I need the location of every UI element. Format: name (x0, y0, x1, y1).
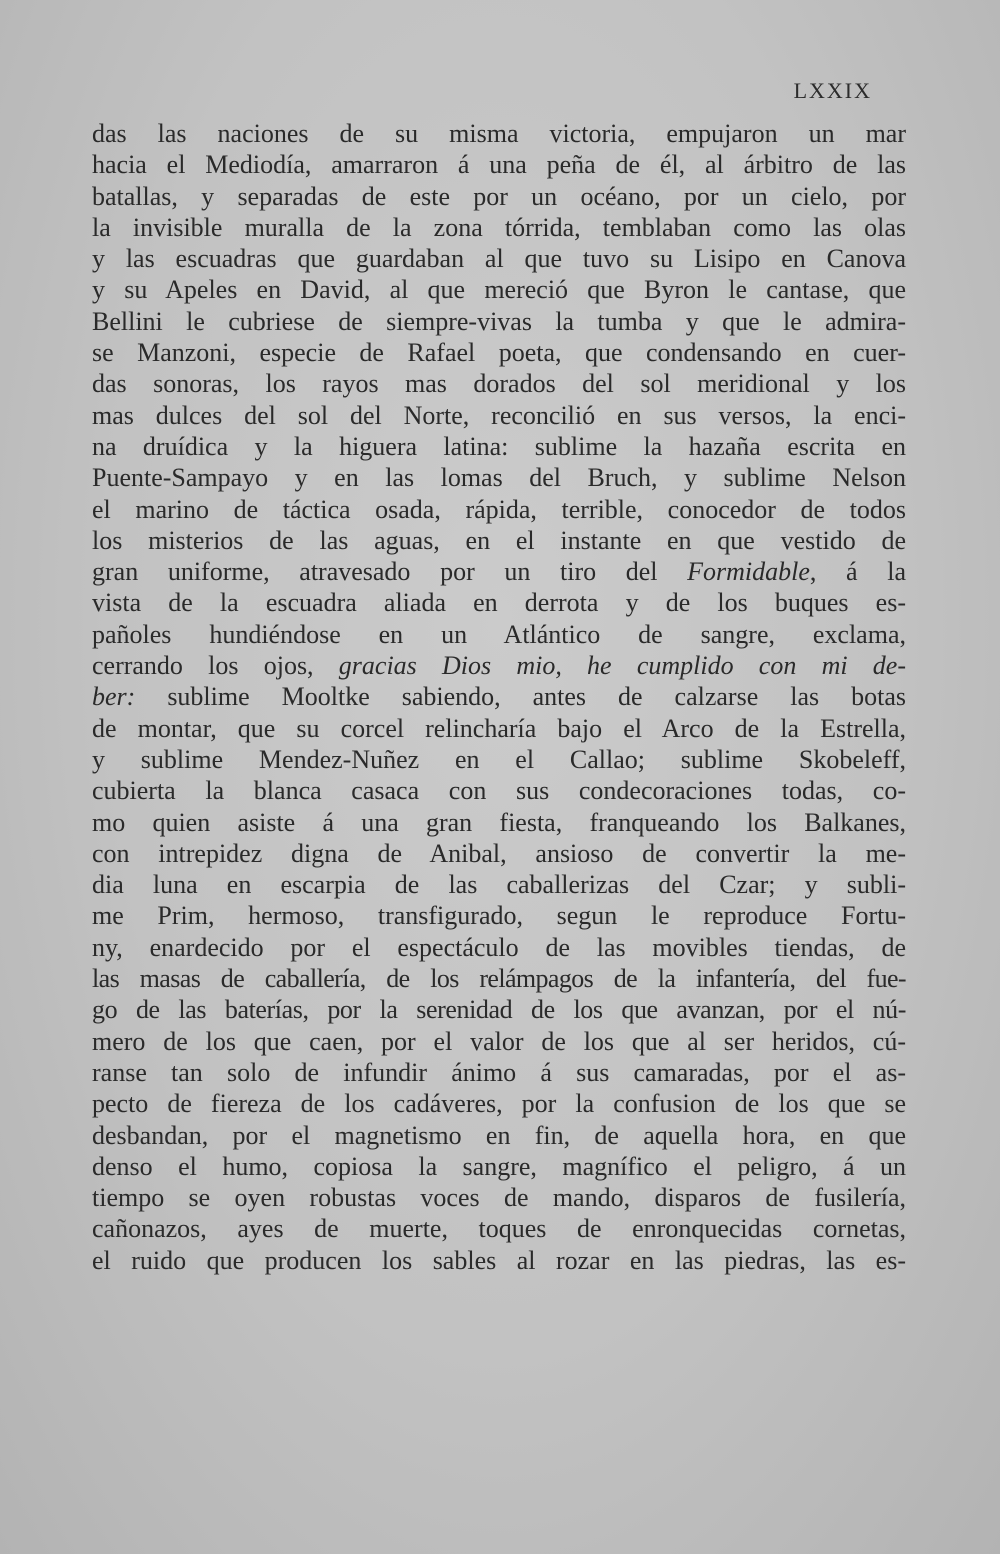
text-line-20: de montar, que su corcel relincharía bajo el Arco de la Estrella, (92, 713, 906, 743)
text-line-16: vista de la escuadra aliada en derrota y de los buques es- (92, 588, 906, 618)
text-line-14: los misterios de las aguas, en el instante en que vestido de (92, 525, 906, 555)
text-run: cerrando los ojos, (92, 651, 339, 681)
text-line-19 (92, 681, 906, 712)
text-line-10: mas dulces del sol del Norte, reconcilió en sus versos, la enci- (92, 400, 906, 430)
text-line-17: pañoles hundiéndose en un Atlántico de sangre, exclama, (92, 619, 906, 649)
body-text (92, 118, 906, 1276)
italic-quote-end: ber: (92, 682, 136, 712)
text-line-27: ny, enardecido por el espectáculo de las movibles tiendas, de (92, 932, 906, 962)
text-line-34: denso el humo, copiosa la sangre, magnífico el peligro, á un (92, 1151, 906, 1181)
text-line-1: das las naciones de su misma victoria, empujaron un mar (92, 119, 906, 148)
text-line-3: batallas, y separadas de este por un océano, por un cielo, por (92, 181, 906, 211)
text-line-18 (92, 650, 906, 681)
italic-quote: gracias Dios mio, he cumplido con mi de- (338, 651, 906, 681)
text-line-32: pecto de fiereza de los cadáveres, por la confusion de los que se (92, 1089, 906, 1119)
text-line-21: y sublime Mendez-Nuñez en el Callao; sublime Skobeleff, (92, 744, 906, 774)
text-line-15 (92, 556, 906, 587)
italic-ship-name: Formidable (687, 557, 810, 587)
text-line-37: el ruido que producen los sables al rozar en las piedras, las es- (92, 1245, 906, 1275)
page-number: LXXIX (793, 78, 872, 103)
text-line-31: ranse tan solo de infundir ánimo á sus camaradas, por el as- (92, 1057, 906, 1087)
text-line-8: se Manzoni, especie de Rafael poeta, que condensando en cuer- (92, 338, 906, 368)
text-run: , á la (809, 557, 906, 587)
text-line-33: desbandan, por el magnetismo en fin, de aquella hora, en que (92, 1120, 906, 1150)
text-line-25: dia luna en escarpia de las caballerizas del Czar; y subli- (92, 870, 906, 900)
text-line-30: mero de los que caen, por el valor de los que al ser heridos, cú- (92, 1026, 906, 1056)
text-line-9: das sonoras, los rayos mas dorados del sol meridional y los (92, 369, 906, 399)
text-line-36: cañonazos, ayes de muerte, toques de enronquecidas cornetas, (92, 1214, 906, 1244)
text-line-23: mo quien asiste á una gran fiesta, franqueando los Balkanes, (92, 807, 906, 837)
text-run: sublime Mooltke sabiendo, antes de calzarse las botas (135, 682, 906, 712)
text-line-28: las masas de caballería, de los relámpagos de la infantería, del fue- (92, 964, 906, 994)
text-line-29: go de las baterías, por la serenidad de los que avanzan, por el nú- (92, 995, 906, 1025)
text-line-11: na druídica y la higuera latina: sublime la hazaña escrita en (92, 431, 906, 461)
text-line-6: y su Apeles en David, al que mereció que Byron le cantase, que (92, 275, 906, 305)
text-line-7: Bellini le cubriese de siempre-vivas la tumba y que le admira- (92, 306, 906, 336)
text-line-22: cubierta la blanca casaca con sus condecoraciones todas, co- (92, 776, 906, 806)
text-line-4: la invisible muralla de la zona tórrida, temblaban como las olas (92, 212, 906, 242)
text-line-5: y las escuadras que guardaban al que tuvo su Lisipo en Canova (92, 244, 906, 274)
text-line-35: tiempo se oyen robustas voces de mando, disparos de fusilería, (92, 1183, 906, 1213)
text-line-2: hacia el Mediodía, amarraron á una peña de él, al árbitro de las (92, 150, 906, 180)
text-run: gran uniforme, atravesado por un tiro del (92, 557, 688, 587)
text-line-12: Puente-Sampayo y en las lomas del Bruch, y sublime Nelson (92, 463, 906, 493)
text-line-24: con intrepidez digna de Anibal, ansioso de convertir la me- (92, 838, 906, 868)
text-line-26: me Prim, hermoso, transfigurado, segun le reproduce Fortu- (92, 901, 906, 931)
text-line-13: el marino de táctica osada, rápida, terrible, conocedor de todos (92, 494, 906, 524)
